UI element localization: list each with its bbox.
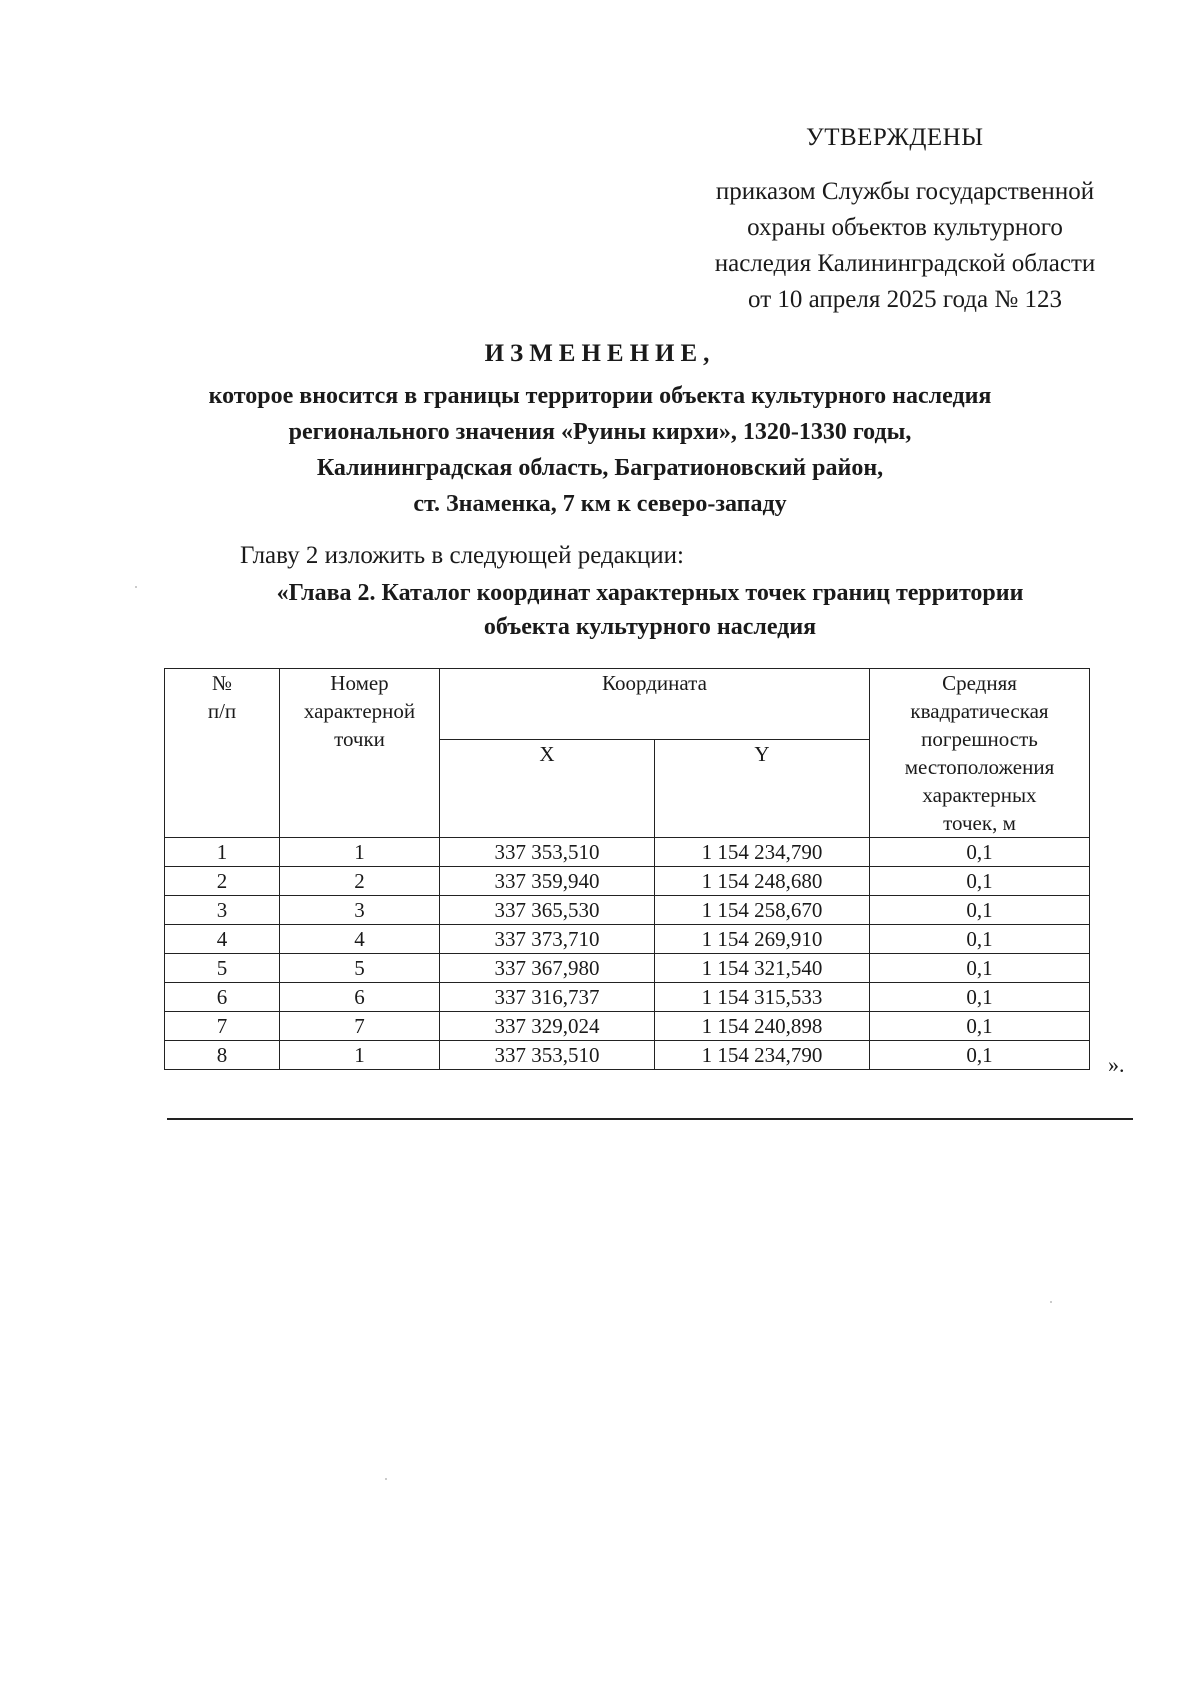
- cell-number: 6: [165, 983, 280, 1012]
- cell-number: 8: [165, 1041, 280, 1070]
- header-number-line: №: [211, 671, 233, 695]
- subtitle-line: которое вносится в границы территории объекта культурного наследия: [208, 383, 992, 409]
- subtitle-line: ст. Знаменка, 7 км к северо-западу: [413, 491, 787, 517]
- closing-quote: ».: [1108, 1052, 1125, 1077]
- cell-y: 1 154 321,540: [655, 954, 870, 983]
- approval-line: охраны объектов культурного: [747, 214, 1063, 241]
- header-error-line: местоположения: [904, 755, 1055, 779]
- cell-point: 3: [280, 896, 440, 925]
- cell-point: 7: [280, 1012, 440, 1041]
- subtitle-line: Калининградская область, Багратионовский район,: [316, 455, 884, 481]
- cell-y: 1 154 269,910: [655, 925, 870, 954]
- cell-y: 1 154 234,790: [655, 1041, 870, 1070]
- header-error-line: квадратическая: [910, 699, 1049, 723]
- table-row: [165, 1012, 1090, 1041]
- cell-x: 337 316,737: [440, 983, 655, 1012]
- header-x: X: [440, 740, 655, 838]
- intro-text: Главу 2 изложить в следующей редакции:: [240, 542, 685, 569]
- header-error: [870, 669, 1090, 838]
- cell-y: 1 154 315,533: [655, 983, 870, 1012]
- scan-speck: [1050, 1301, 1052, 1303]
- divider-line: [167, 1118, 1133, 1120]
- header-coordinate: [440, 669, 870, 740]
- cell-number: 1: [165, 838, 280, 867]
- chapter-heading: [190, 576, 1110, 644]
- approval-order-block: [680, 174, 1130, 318]
- cell-x: 337 359,940: [440, 867, 655, 896]
- cell-number: 5: [165, 954, 280, 983]
- cell-y: 1 154 248,680: [655, 867, 870, 896]
- header-point-number: [280, 669, 440, 838]
- cell-x: 337 367,980: [440, 954, 655, 983]
- cell-error: 0,1: [870, 983, 1090, 1012]
- cell-error: 0,1: [870, 1012, 1090, 1041]
- cell-point: 6: [280, 983, 440, 1012]
- cell-point: 4: [280, 925, 440, 954]
- cell-number: 4: [165, 925, 280, 954]
- table-row: [165, 1041, 1090, 1070]
- cell-y: 1 154 240,898: [655, 1012, 870, 1041]
- document-title: ИЗМЕНЕНИЕ,: [484, 340, 716, 367]
- cell-x: 337 365,530: [440, 896, 655, 925]
- header-point-line: характерной: [303, 699, 416, 723]
- cell-point: 2: [280, 867, 440, 896]
- header-y: Y: [655, 740, 870, 838]
- chapter-line: объекта культурного наследия: [483, 614, 817, 640]
- cell-number: 2: [165, 867, 280, 896]
- header-error-line: точек, м: [943, 811, 1016, 835]
- cell-error: 0,1: [870, 925, 1090, 954]
- subtitle-line: регионального значения «Руины кирхи», 1320-1330 годы,: [288, 419, 912, 445]
- header-number-line: п/п: [207, 699, 237, 723]
- table-row: [165, 896, 1090, 925]
- table-row: [165, 867, 1090, 896]
- approval-line: наследия Калининградской области: [714, 250, 1096, 277]
- cell-point: 1: [280, 838, 440, 867]
- table-row: [165, 954, 1090, 983]
- header-error-line: характерных: [922, 783, 1037, 807]
- scan-speck: [385, 1478, 387, 1480]
- header-point-line: Номер: [330, 671, 389, 695]
- header-error-line: погрешность: [921, 727, 1038, 751]
- cell-error: 0,1: [870, 867, 1090, 896]
- approval-line: от 10 апреля 2025 года № 123: [748, 286, 1062, 313]
- cell-error: 0,1: [870, 838, 1090, 867]
- document-subtitle: [130, 378, 1070, 522]
- cell-error: 0,1: [870, 954, 1090, 983]
- coordinates-table: [164, 668, 1090, 1070]
- approval-heading: УТВЕРЖДЕНЫ: [806, 124, 984, 151]
- cell-x: 337 329,024: [440, 1012, 655, 1041]
- cell-x: 337 353,510: [440, 1041, 655, 1070]
- cell-point: 5: [280, 954, 440, 983]
- cell-error: 0,1: [870, 896, 1090, 925]
- header-error-line: Средняя: [942, 671, 1017, 695]
- table-row: [165, 925, 1090, 954]
- table-row: [165, 983, 1090, 1012]
- cell-point: 1: [280, 1041, 440, 1070]
- cell-x: 337 353,510: [440, 838, 655, 867]
- cell-number: 3: [165, 896, 280, 925]
- cell-error: 0,1: [870, 1041, 1090, 1070]
- cell-y: 1 154 234,790: [655, 838, 870, 867]
- chapter-line: «Глава 2. Каталог координат характерных точек границ территории: [276, 580, 1024, 606]
- header-point-line: точки: [334, 727, 385, 751]
- scan-speck: [135, 586, 137, 588]
- cell-number: 7: [165, 1012, 280, 1041]
- cell-y: 1 154 258,670: [655, 896, 870, 925]
- cell-x: 337 373,710: [440, 925, 655, 954]
- header-coordinate-label: Координата: [602, 671, 707, 695]
- table-row: [165, 838, 1090, 867]
- approval-line: приказом Службы государственной: [715, 178, 1095, 205]
- header-number: [165, 669, 280, 838]
